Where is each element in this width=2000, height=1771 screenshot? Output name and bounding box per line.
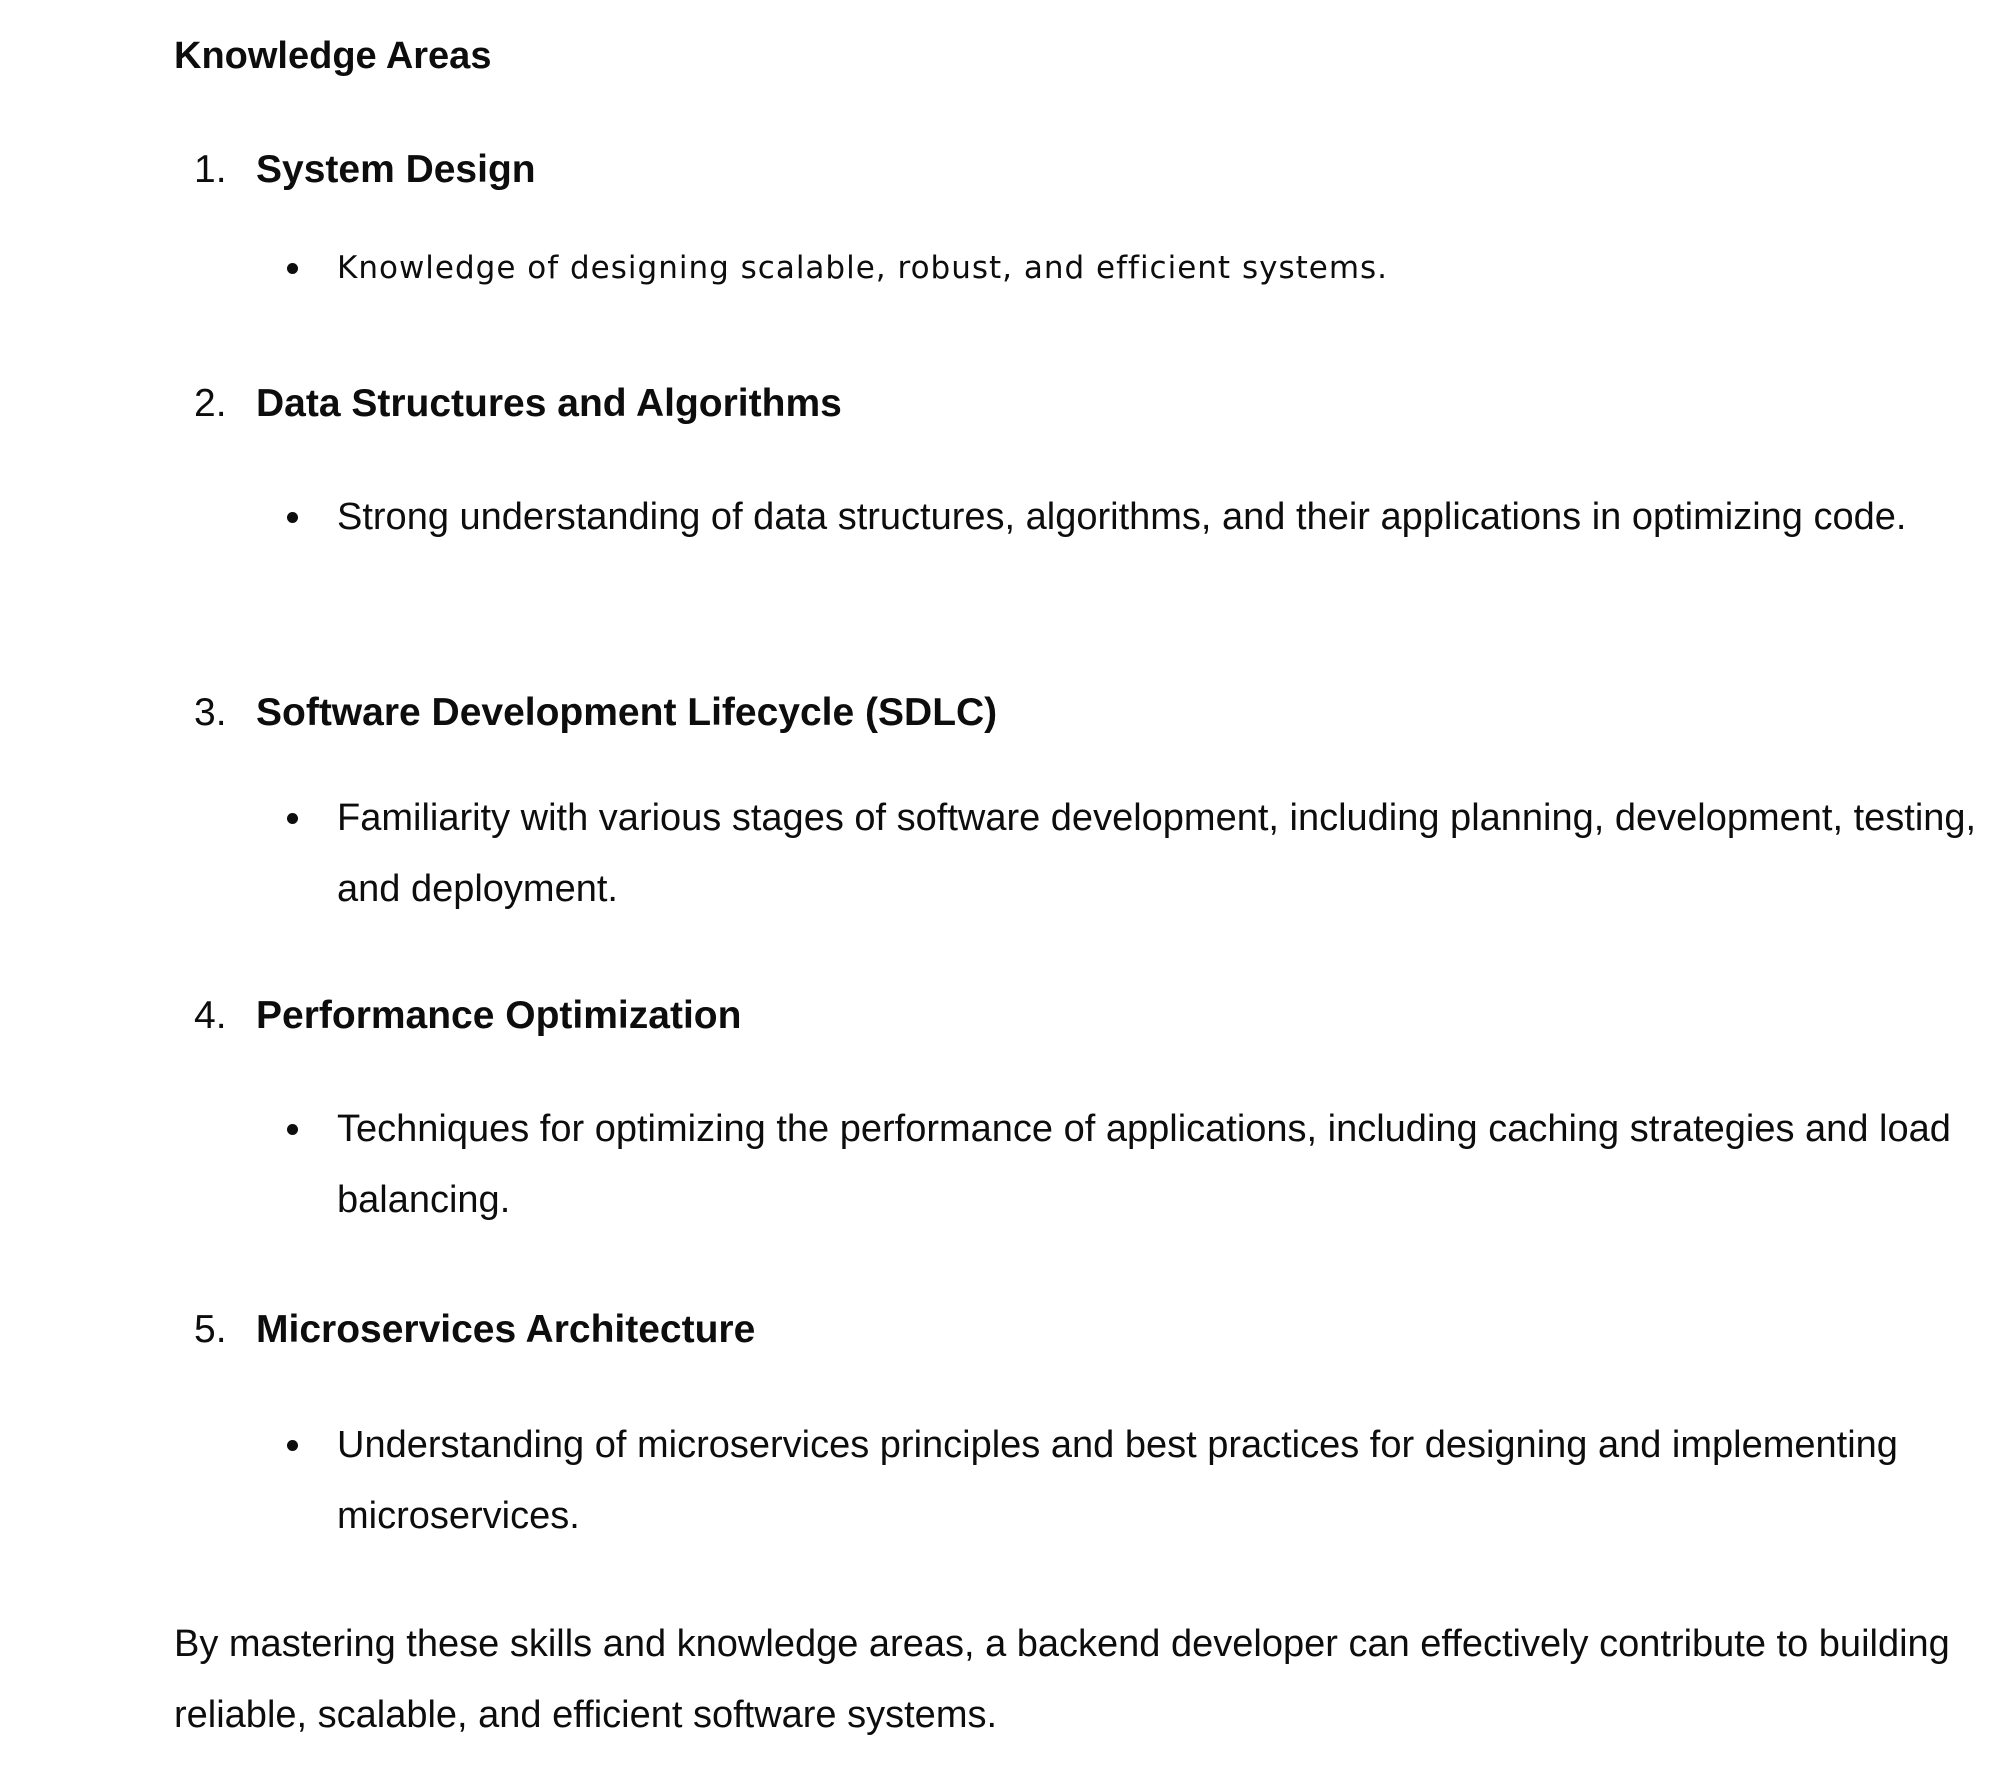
- list-item-number: 1.: [194, 148, 227, 191]
- list-item: [174, 683, 1977, 910]
- list-item-number: 5.: [194, 1308, 227, 1351]
- bullet-text: Knowledge of designing scalable, robust, and efficient systems.: [337, 250, 1389, 286]
- section-heading: Knowledge Areas: [174, 35, 492, 77]
- list-item: [174, 986, 1974, 1221]
- list-item-title: Software Development Lifecycle (SDLC): [256, 691, 998, 734]
- list-item-header: [174, 140, 1974, 200]
- closing-paragraph: By mastering these skills and knowledge areas, a backend developer can effectively contribute to building reliable, scalable, and efficient software systems.: [174, 1623, 1950, 1736]
- bullet-icon: [287, 813, 298, 824]
- list-item-header: [174, 1300, 1974, 1360]
- bullet-text: Strong understanding of data structures, algorithms, and their applications in optimizing code.: [337, 496, 1907, 538]
- bullet-text: Understanding of microservices principles and best practices for designing and implementing microservices.: [337, 1424, 1898, 1537]
- list-item-title: System Design: [256, 148, 536, 191]
- bullet-icon: [287, 512, 298, 523]
- list-item: [174, 1300, 1974, 1537]
- list-item-number: 2.: [194, 382, 227, 425]
- list-item-title: Microservices Architecture: [256, 1308, 756, 1351]
- list-item-title: Data Structures and Algorithms: [256, 382, 842, 425]
- list-item-title: Performance Optimization: [256, 994, 742, 1037]
- list-item-header: [174, 374, 1974, 434]
- bullet-icon: [287, 263, 298, 274]
- bullet-icon: [287, 1124, 298, 1135]
- list-item: [174, 140, 1974, 286]
- list-item-header: [174, 986, 1974, 1046]
- bullet-icon: [287, 1440, 298, 1451]
- list-item: [174, 374, 1974, 538]
- list-item-header: [174, 683, 1974, 743]
- list-item-number: 4.: [194, 994, 227, 1037]
- bullet-text: Techniques for optimizing the performance of applications, including caching strategies and load balancing.: [337, 1108, 1951, 1221]
- list-item-number: 3.: [194, 691, 227, 734]
- bullet-text: Familiarity with various stages of software development, including planning, development, testing, and deployment.: [337, 797, 1977, 910]
